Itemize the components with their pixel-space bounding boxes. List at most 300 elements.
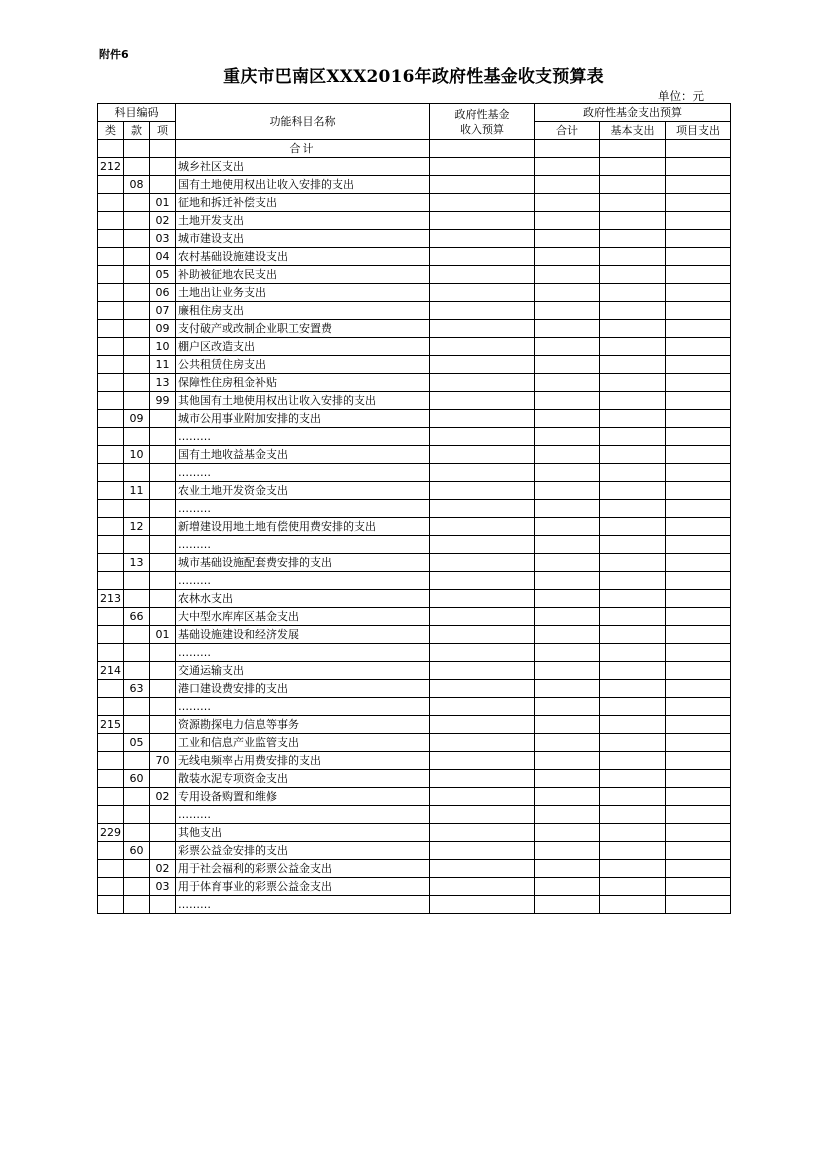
- cell-expense-total: [535, 878, 600, 896]
- cell-function-name: ………: [176, 428, 430, 446]
- cell-lei: [98, 410, 124, 428]
- cell-function-name: 资源勘探电力信息等事务: [176, 716, 430, 734]
- cell-kuan: [124, 212, 150, 230]
- cell-project-expense: [666, 698, 731, 716]
- cell-function-name: 支付破产或改制企业职工安置费: [176, 320, 430, 338]
- cell-income-budget: [430, 410, 535, 428]
- cell-lei: [98, 698, 124, 716]
- cell-income-budget: [430, 302, 535, 320]
- cell-function-name: 散装水泥专项资金支出: [176, 770, 430, 788]
- table-row: [98, 446, 731, 464]
- cell-income-budget: [430, 662, 535, 680]
- cell-income-budget: [430, 536, 535, 554]
- cell-lei: [98, 356, 124, 374]
- cell-kuan: [124, 374, 150, 392]
- cell-project-expense: [666, 734, 731, 752]
- cell-expense-total: [535, 860, 600, 878]
- cell-lei: [98, 482, 124, 500]
- cell-xiang: 09: [150, 320, 176, 338]
- cell-function-name: ………: [176, 698, 430, 716]
- table-row: [98, 590, 731, 608]
- cell-income-budget: [430, 194, 535, 212]
- cell-basic-expense: [600, 626, 666, 644]
- table-row: [98, 806, 731, 824]
- cell-kuan: [124, 140, 150, 158]
- cell-xiang: 05: [150, 266, 176, 284]
- cell-project-expense: [666, 230, 731, 248]
- header-lei: 类: [98, 122, 124, 140]
- cell-kuan: [124, 824, 150, 842]
- table-body: [98, 140, 731, 914]
- table-row: [98, 842, 731, 860]
- cell-income-budget: [430, 752, 535, 770]
- cell-xiang: [150, 446, 176, 464]
- cell-basic-expense: [600, 824, 666, 842]
- cell-xiang: [150, 842, 176, 860]
- cell-kuan: [124, 698, 150, 716]
- cell-project-expense: [666, 770, 731, 788]
- table-row: [98, 302, 731, 320]
- cell-lei: [98, 392, 124, 410]
- cell-kuan: [124, 878, 150, 896]
- table-row: [98, 788, 731, 806]
- cell-expense-total: [535, 644, 600, 662]
- budget-table: [97, 103, 731, 914]
- cell-basic-expense: [600, 302, 666, 320]
- cell-project-expense: [666, 500, 731, 518]
- table-row: [98, 266, 731, 284]
- cell-function-name: 工业和信息产业监管支出: [176, 734, 430, 752]
- cell-basic-expense: [600, 734, 666, 752]
- cell-expense-total: [535, 734, 600, 752]
- cell-kuan: [124, 320, 150, 338]
- table-row: [98, 248, 731, 266]
- cell-lei: [98, 284, 124, 302]
- cell-expense-total: [535, 410, 600, 428]
- cell-function-name: 农业土地开发资金支出: [176, 482, 430, 500]
- cell-project-expense: [666, 428, 731, 446]
- cell-kuan: [124, 338, 150, 356]
- header-income-budget: [430, 104, 535, 140]
- cell-expense-total: [535, 374, 600, 392]
- cell-kuan: [124, 428, 150, 446]
- cell-expense-total: [535, 356, 600, 374]
- cell-lei: [98, 752, 124, 770]
- cell-project-expense: [666, 374, 731, 392]
- cell-project-expense: [666, 536, 731, 554]
- cell-lei: [98, 464, 124, 482]
- table-row: [98, 770, 731, 788]
- cell-function-name: 国有土地收益基金支出: [176, 446, 430, 464]
- table-row: [98, 518, 731, 536]
- cell-basic-expense: [600, 752, 666, 770]
- cell-function-name: 廉租住房支出: [176, 302, 430, 320]
- header-function-name: 功能科目名称: [176, 104, 430, 140]
- cell-income-budget: [430, 284, 535, 302]
- cell-lei: [98, 860, 124, 878]
- cell-kuan: [124, 158, 150, 176]
- cell-kuan: [124, 572, 150, 590]
- cell-xiang: [150, 680, 176, 698]
- cell-function-name: ………: [176, 572, 430, 590]
- cell-expense-total: [535, 284, 600, 302]
- cell-income-budget: [430, 878, 535, 896]
- cell-kuan: [124, 266, 150, 284]
- cell-basic-expense: [600, 446, 666, 464]
- cell-lei: [98, 644, 124, 662]
- cell-basic-expense: [600, 266, 666, 284]
- cell-expense-total: [535, 788, 600, 806]
- cell-lei: [98, 140, 124, 158]
- cell-expense-total: [535, 500, 600, 518]
- cell-xiang: [150, 464, 176, 482]
- table-row: [98, 860, 731, 878]
- cell-basic-expense: [600, 662, 666, 680]
- cell-xiang: 02: [150, 788, 176, 806]
- cell-expense-total: [535, 806, 600, 824]
- cell-xiang: [150, 482, 176, 500]
- cell-income-budget: [430, 140, 535, 158]
- table-row: [98, 896, 731, 914]
- cell-kuan: 13: [124, 554, 150, 572]
- cell-income-budget: [430, 734, 535, 752]
- table-row: [98, 500, 731, 518]
- cell-project-expense: [666, 482, 731, 500]
- cell-kuan: [124, 248, 150, 266]
- cell-expense-total: [535, 428, 600, 446]
- cell-function-name: ………: [176, 500, 430, 518]
- cell-basic-expense: [600, 212, 666, 230]
- cell-basic-expense: [600, 428, 666, 446]
- cell-xiang: [150, 644, 176, 662]
- cell-expense-total: [535, 248, 600, 266]
- cell-basic-expense: [600, 356, 666, 374]
- cell-basic-expense: [600, 590, 666, 608]
- cell-income-budget: [430, 176, 535, 194]
- cell-income-budget: [430, 590, 535, 608]
- cell-xiang: 99: [150, 392, 176, 410]
- cell-xiang: 07: [150, 302, 176, 320]
- cell-lei: [98, 374, 124, 392]
- cell-expense-total: [535, 824, 600, 842]
- cell-expense-total: [535, 626, 600, 644]
- cell-xiang: [150, 824, 176, 842]
- cell-basic-expense: [600, 842, 666, 860]
- cell-kuan: [124, 590, 150, 608]
- cell-kuan: 10: [124, 446, 150, 464]
- cell-lei: 215: [98, 716, 124, 734]
- cell-income-budget: [430, 248, 535, 266]
- cell-lei: [98, 770, 124, 788]
- cell-project-expense: [666, 140, 731, 158]
- cell-project-expense: [666, 158, 731, 176]
- cell-function-name: 城乡社区支出: [176, 158, 430, 176]
- cell-basic-expense: [600, 878, 666, 896]
- table-row: [98, 482, 731, 500]
- table-row: [98, 176, 731, 194]
- cell-income-budget: [430, 770, 535, 788]
- table-row: [98, 824, 731, 842]
- cell-kuan: [124, 716, 150, 734]
- cell-project-expense: [666, 464, 731, 482]
- cell-basic-expense: [600, 482, 666, 500]
- cell-lei: [98, 896, 124, 914]
- cell-function-name: 农村基础设施建设支出: [176, 248, 430, 266]
- cell-income-budget: [430, 446, 535, 464]
- cell-expense-total: [535, 338, 600, 356]
- cell-income-budget: [430, 518, 535, 536]
- cell-lei: [98, 626, 124, 644]
- cell-expense-total: [535, 896, 600, 914]
- cell-income-budget: [430, 428, 535, 446]
- header-code-group: 科目编码: [98, 104, 176, 122]
- cell-xiang: 02: [150, 860, 176, 878]
- cell-xiang: [150, 716, 176, 734]
- cell-kuan: [124, 752, 150, 770]
- cell-lei: [98, 608, 124, 626]
- cell-project-expense: [666, 824, 731, 842]
- table-row: [98, 284, 731, 302]
- cell-function-name: 合计: [176, 140, 430, 158]
- table-row: [98, 878, 731, 896]
- cell-basic-expense: [600, 788, 666, 806]
- cell-income-budget: [430, 716, 535, 734]
- cell-project-expense: [666, 284, 731, 302]
- cell-lei: [98, 734, 124, 752]
- cell-income-budget: [430, 464, 535, 482]
- table-header: [98, 104, 731, 140]
- cell-project-expense: [666, 212, 731, 230]
- cell-expense-total: [535, 842, 600, 860]
- cell-lei: [98, 194, 124, 212]
- cell-xiang: 10: [150, 338, 176, 356]
- cell-kuan: [124, 356, 150, 374]
- cell-expense-total: [535, 194, 600, 212]
- cell-kuan: [124, 392, 150, 410]
- cell-lei: [98, 788, 124, 806]
- cell-expense-total: [535, 590, 600, 608]
- table-row: [98, 140, 731, 158]
- cell-project-expense: [666, 410, 731, 428]
- cell-project-expense: [666, 644, 731, 662]
- cell-function-name: ………: [176, 806, 430, 824]
- cell-function-name: 大中型水库库区基金支出: [176, 608, 430, 626]
- attachment-label: 附件6: [99, 48, 129, 61]
- cell-basic-expense: [600, 554, 666, 572]
- table-row: [98, 464, 731, 482]
- cell-expense-total: [535, 482, 600, 500]
- cell-lei: [98, 428, 124, 446]
- cell-xiang: [150, 698, 176, 716]
- table-row: [98, 428, 731, 446]
- cell-income-budget: [430, 842, 535, 860]
- table-row: [98, 662, 731, 680]
- cell-lei: [98, 518, 124, 536]
- cell-xiang: [150, 554, 176, 572]
- cell-xiang: [150, 608, 176, 626]
- cell-xiang: [150, 734, 176, 752]
- cell-project-expense: [666, 662, 731, 680]
- cell-kuan: 63: [124, 680, 150, 698]
- cell-basic-expense: [600, 464, 666, 482]
- cell-function-name: 公共租赁住房支出: [176, 356, 430, 374]
- cell-kuan: [124, 788, 150, 806]
- cell-basic-expense: [600, 338, 666, 356]
- table-row: [98, 230, 731, 248]
- cell-lei: 213: [98, 590, 124, 608]
- cell-xiang: 03: [150, 230, 176, 248]
- cell-project-expense: [666, 878, 731, 896]
- cell-project-expense: [666, 392, 731, 410]
- table-row: [98, 320, 731, 338]
- cell-basic-expense: [600, 518, 666, 536]
- cell-xiang: [150, 770, 176, 788]
- cell-xiang: 02: [150, 212, 176, 230]
- cell-kuan: [124, 806, 150, 824]
- table-row: [98, 410, 731, 428]
- table-row: [98, 698, 731, 716]
- cell-project-expense: [666, 788, 731, 806]
- cell-xiang: 01: [150, 194, 176, 212]
- table-row: [98, 680, 731, 698]
- cell-xiang: 70: [150, 752, 176, 770]
- cell-kuan: [124, 284, 150, 302]
- header-xiang: 项: [150, 122, 176, 140]
- cell-basic-expense: [600, 392, 666, 410]
- cell-income-budget: [430, 554, 535, 572]
- cell-basic-expense: [600, 680, 666, 698]
- cell-expense-total: [535, 320, 600, 338]
- cell-function-name: 彩票公益金安排的支出: [176, 842, 430, 860]
- cell-expense-total: [535, 518, 600, 536]
- header-expense-group: 政府性基金支出预算: [535, 104, 731, 122]
- cell-project-expense: [666, 680, 731, 698]
- cell-function-name: 土地出让业务支出: [176, 284, 430, 302]
- cell-expense-total: [535, 176, 600, 194]
- cell-function-name: 新增建设用地土地有偿使用费安排的支出: [176, 518, 430, 536]
- cell-kuan: [124, 896, 150, 914]
- cell-expense-total: [535, 698, 600, 716]
- cell-basic-expense: [600, 320, 666, 338]
- cell-lei: [98, 266, 124, 284]
- cell-kuan: [124, 626, 150, 644]
- cell-income-budget: [430, 158, 535, 176]
- cell-lei: [98, 212, 124, 230]
- cell-kuan: [124, 194, 150, 212]
- cell-function-name: 国有土地使用权出让收入安排的支出: [176, 176, 430, 194]
- cell-income-budget: [430, 896, 535, 914]
- cell-basic-expense: [600, 194, 666, 212]
- cell-expense-total: [535, 554, 600, 572]
- cell-basic-expense: [600, 860, 666, 878]
- cell-function-name: 城市建设支出: [176, 230, 430, 248]
- cell-kuan: [124, 464, 150, 482]
- table-row: [98, 716, 731, 734]
- cell-kuan: 11: [124, 482, 150, 500]
- cell-xiang: [150, 176, 176, 194]
- cell-lei: [98, 338, 124, 356]
- cell-function-name: ………: [176, 896, 430, 914]
- cell-income-budget: [430, 500, 535, 518]
- cell-basic-expense: [600, 284, 666, 302]
- cell-kuan: [124, 644, 150, 662]
- table-row: [98, 338, 731, 356]
- cell-project-expense: [666, 446, 731, 464]
- table-row: [98, 608, 731, 626]
- cell-income-budget: [430, 608, 535, 626]
- cell-lei: [98, 176, 124, 194]
- cell-basic-expense: [600, 230, 666, 248]
- cell-lei: 229: [98, 824, 124, 842]
- cell-income-budget: [430, 266, 535, 284]
- header-basic-expense: 基本支出: [600, 122, 666, 140]
- cell-function-name: 棚户区改造支出: [176, 338, 430, 356]
- cell-project-expense: [666, 338, 731, 356]
- cell-expense-total: [535, 446, 600, 464]
- cell-basic-expense: [600, 806, 666, 824]
- cell-project-expense: [666, 590, 731, 608]
- table-row: [98, 572, 731, 590]
- cell-lei: [98, 446, 124, 464]
- cell-kuan: [124, 662, 150, 680]
- cell-function-name: 基础设施建设和经济发展: [176, 626, 430, 644]
- cell-xiang: [150, 518, 176, 536]
- cell-kuan: [124, 302, 150, 320]
- header-project-expense: 项目支出: [666, 122, 731, 140]
- cell-expense-total: [535, 464, 600, 482]
- cell-xiang: [150, 428, 176, 446]
- cell-lei: [98, 554, 124, 572]
- cell-basic-expense: [600, 248, 666, 266]
- cell-xiang: [150, 158, 176, 176]
- table-row: [98, 734, 731, 752]
- table-row: [98, 356, 731, 374]
- cell-income-budget: [430, 698, 535, 716]
- cell-project-expense: [666, 752, 731, 770]
- cell-function-name: ………: [176, 536, 430, 554]
- cell-expense-total: [535, 230, 600, 248]
- cell-function-name: ………: [176, 464, 430, 482]
- cell-income-budget: [430, 356, 535, 374]
- cell-project-expense: [666, 716, 731, 734]
- cell-lei: [98, 680, 124, 698]
- cell-project-expense: [666, 194, 731, 212]
- cell-function-name: ………: [176, 644, 430, 662]
- cell-kuan: [124, 536, 150, 554]
- cell-function-name: 用于体育事业的彩票公益金支出: [176, 878, 430, 896]
- cell-xiang: 01: [150, 626, 176, 644]
- cell-function-name: 土地开发支出: [176, 212, 430, 230]
- cell-project-expense: [666, 554, 731, 572]
- cell-function-name: 城市公用事业附加安排的支出: [176, 410, 430, 428]
- table-row: [98, 554, 731, 572]
- cell-expense-total: [535, 212, 600, 230]
- table-row: [98, 374, 731, 392]
- cell-lei: 212: [98, 158, 124, 176]
- cell-expense-total: [535, 158, 600, 176]
- cell-basic-expense: [600, 608, 666, 626]
- cell-basic-expense: [600, 896, 666, 914]
- cell-project-expense: [666, 860, 731, 878]
- header-income-line2: 收入预算: [460, 122, 505, 136]
- header-expense-total: 合计: [535, 122, 600, 140]
- cell-function-name: 用于社会福利的彩票公益金支出: [176, 860, 430, 878]
- cell-project-expense: [666, 320, 731, 338]
- table-row: [98, 158, 731, 176]
- cell-basic-expense: [600, 500, 666, 518]
- table-row: [98, 536, 731, 554]
- cell-project-expense: [666, 608, 731, 626]
